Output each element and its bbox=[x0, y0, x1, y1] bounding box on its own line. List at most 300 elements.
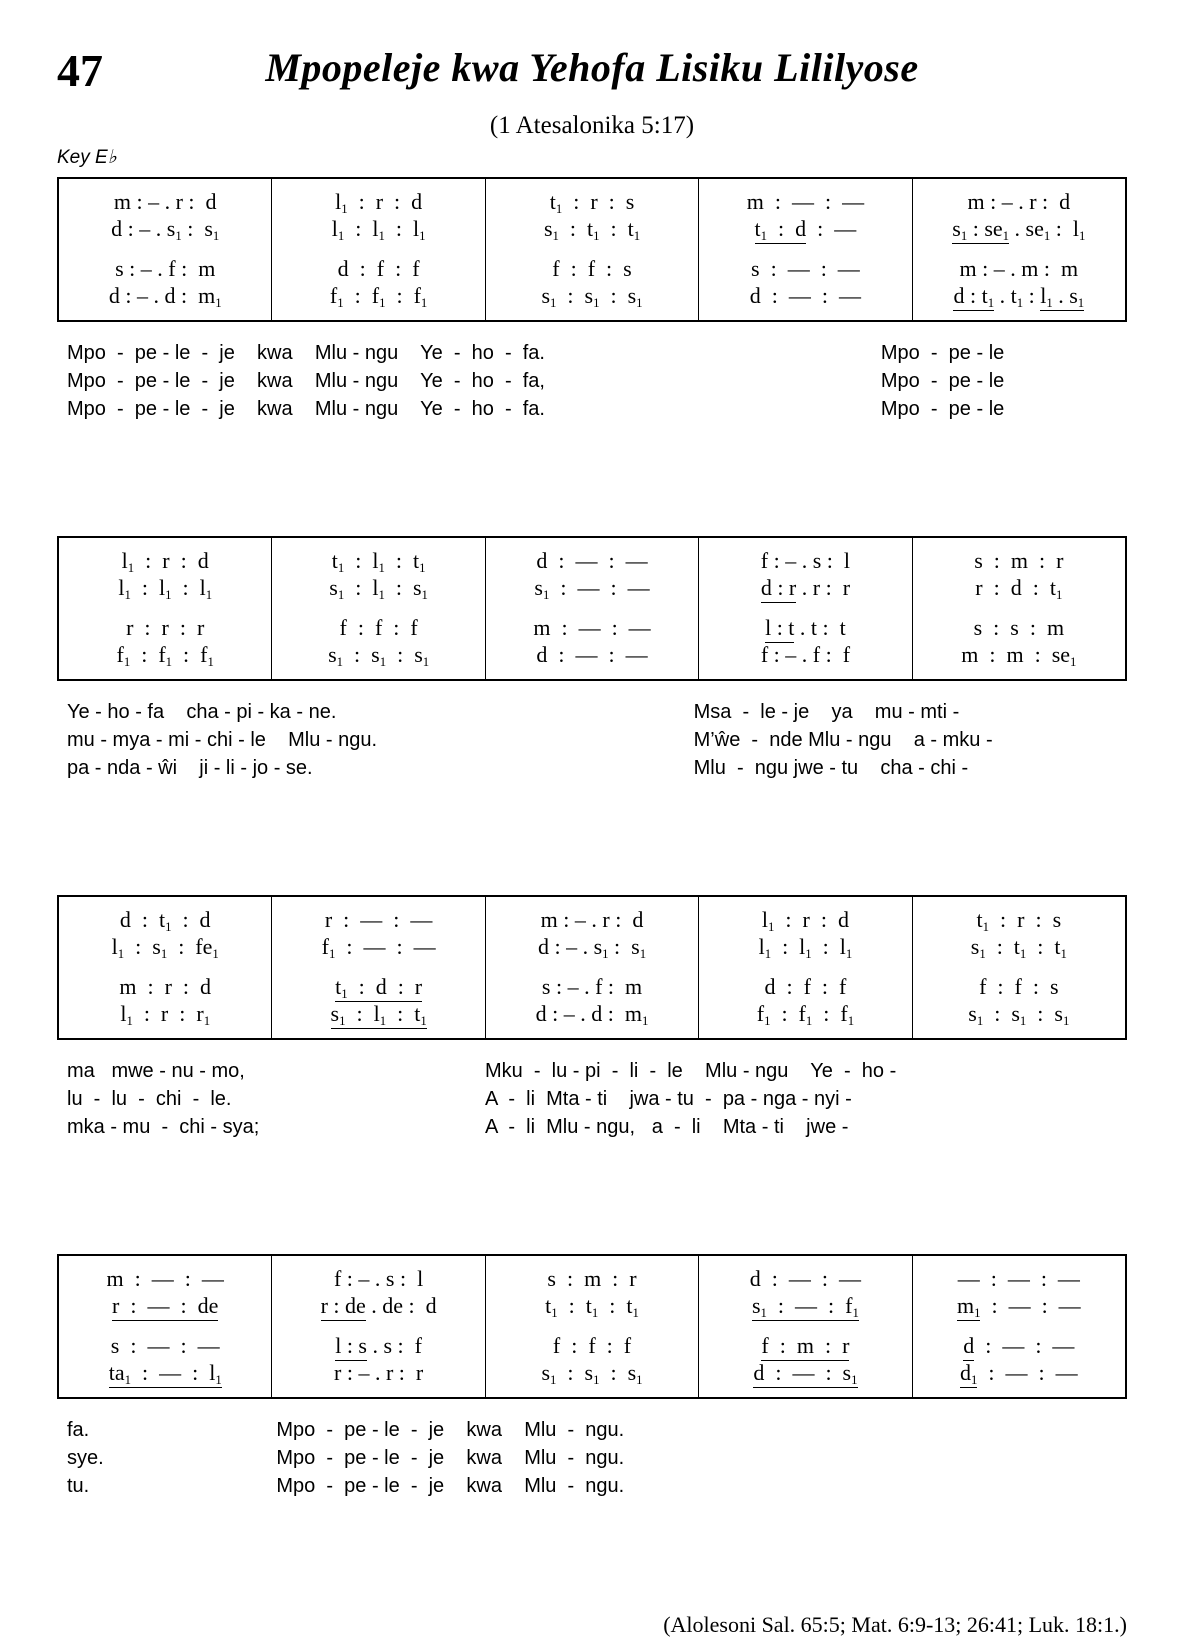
slur-underline-segment: $ta_1$ : — : $l_1$ bbox=[108, 1360, 222, 1388]
octave-subscript: 1 bbox=[1060, 947, 1067, 962]
notation-segment: $f_1$ : $f_1$ : $f_1$ bbox=[756, 1001, 855, 1029]
notation-segment: r : – . r : r bbox=[334, 1360, 424, 1385]
octave-subscript: 1 bbox=[593, 229, 600, 244]
voice-line-1 bbox=[550, 188, 635, 215]
octave-subscript: 1 bbox=[550, 1373, 557, 1388]
lyric-line-1 bbox=[57, 339, 1127, 367]
octave-subscript: 1 bbox=[165, 588, 172, 603]
lyric-right-phrase: M’ŵe - nde Mlu - ngu a - mku - bbox=[693, 729, 993, 751]
voice-line-1 bbox=[332, 547, 426, 574]
voice-line-3 bbox=[111, 1332, 220, 1359]
voice-line-4 bbox=[541, 282, 642, 309]
notation-segment: f : – . s : l bbox=[333, 1266, 424, 1291]
notation-segment: . de : d bbox=[365, 1293, 437, 1318]
voice-line-2 bbox=[534, 574, 649, 601]
notation-segment: — : — : — bbox=[957, 1266, 1080, 1291]
footer-reference: (Alolesoni Sal. 65:5; Mat. 6:9-13; 26:41; Luk. 18:1.) bbox=[663, 1612, 1127, 1637]
measure-3 bbox=[486, 897, 699, 1038]
voice-line-3 bbox=[126, 614, 204, 641]
lyric-right-phrase: Msa - le - je ya mu - mti - bbox=[693, 701, 960, 723]
slur-underline-segment: r : — : de bbox=[112, 1293, 218, 1321]
octave-subscript: 1 bbox=[1046, 296, 1053, 311]
notation-segment: m : – . r : d bbox=[540, 907, 644, 932]
octave-subscript: 1 bbox=[212, 947, 219, 962]
measure-5 bbox=[913, 538, 1125, 679]
notation-segment: d : $t_1$ : d bbox=[119, 907, 211, 935]
notation-table bbox=[57, 895, 1127, 1040]
voice-line-2 bbox=[332, 215, 426, 242]
octave-subscript: 1 bbox=[636, 1373, 643, 1388]
octave-subscript: 1 bbox=[419, 561, 426, 576]
voice-line-4 bbox=[109, 282, 222, 309]
notation-segment: m : – . m : m bbox=[959, 256, 1079, 281]
voice-line-4 bbox=[750, 282, 861, 309]
notation-segment: m : — : — bbox=[746, 189, 865, 214]
lyric-line-3 bbox=[57, 754, 1127, 782]
voice-line-3 bbox=[115, 255, 215, 282]
voice-line-4 bbox=[117, 641, 214, 668]
voice-line-2 bbox=[111, 215, 219, 242]
lyric-line-2 bbox=[57, 726, 1127, 754]
measure-2 bbox=[272, 538, 485, 679]
octave-subscript: 1 bbox=[971, 1373, 978, 1388]
notation-table bbox=[57, 536, 1127, 681]
slur-underline-segment: r : de bbox=[321, 1293, 366, 1321]
hymn-number: 47 bbox=[57, 45, 103, 96]
notation-segment: : — bbox=[806, 216, 857, 241]
voice-line-2 bbox=[957, 1292, 1081, 1319]
voice-line-1 bbox=[747, 188, 864, 215]
measure-5 bbox=[913, 1256, 1125, 1397]
notation-segment: s : — : — bbox=[751, 256, 860, 281]
voice-line-2 bbox=[759, 933, 853, 960]
slur-underline-segment: l : t bbox=[765, 615, 794, 643]
notation-segment: $s_1$ : — : — bbox=[534, 575, 650, 603]
octave-subscript: 1 bbox=[1062, 1014, 1070, 1029]
notation-segment: $l_1$ : r : d bbox=[121, 548, 209, 576]
octave-subscript: 1 bbox=[764, 947, 772, 962]
voice-line-2 bbox=[545, 1292, 639, 1319]
octave-subscript: 1 bbox=[341, 202, 348, 217]
measure-1 bbox=[59, 179, 272, 320]
voice-line-1 bbox=[334, 1265, 423, 1292]
lyrics-block bbox=[57, 698, 1127, 782]
voice-line-4 bbox=[109, 1359, 222, 1386]
notation-segment: $t_1$ : $t_1$ : $t_1$ bbox=[545, 1293, 639, 1321]
measure-4 bbox=[699, 1256, 912, 1397]
octave-subscript: 1 bbox=[165, 920, 172, 935]
notation-segment: d : — : — bbox=[536, 548, 648, 573]
octave-subscript: 1 bbox=[1070, 655, 1077, 670]
octave-subscript: 1 bbox=[1055, 588, 1063, 603]
notation-segment: $s_1$ : $s_1$ : $s_1$ bbox=[541, 1360, 643, 1388]
lyric-right-phrase: Mpo - pe - le bbox=[880, 342, 1005, 364]
notation-segment: m : — : — bbox=[106, 1266, 224, 1291]
slur-underline-segment: d : r bbox=[761, 575, 796, 603]
voice-line-2 bbox=[321, 1292, 437, 1319]
voice-line-2 bbox=[952, 215, 1085, 242]
notation-segment: $s_1$ : $t_1$ : $t_1$ bbox=[970, 934, 1067, 962]
lyrics-block bbox=[57, 1416, 1127, 1500]
octave-subscript: 1 bbox=[419, 229, 426, 244]
measure-5 bbox=[913, 897, 1125, 1038]
lyric-left-phrase: Mpo - pe - le - je kwa Mlu - ngu Ye - ho - fa. bbox=[67, 398, 545, 420]
voice-line-2 bbox=[322, 933, 436, 960]
slur-underline-segment: $s_1$ : — : $f_1$ bbox=[751, 1293, 859, 1321]
voice-line-3 bbox=[764, 973, 846, 1000]
octave-subscript: 1 bbox=[378, 229, 385, 244]
voice-line-3 bbox=[335, 1332, 422, 1359]
octave-subscript: 1 bbox=[550, 296, 557, 311]
notation-segment: m : – . r : d bbox=[967, 189, 1071, 214]
measure-2 bbox=[272, 179, 485, 320]
lyric-left-phrase: mka - mu - chi - sya; bbox=[67, 1116, 260, 1138]
octave-subscript: 1 bbox=[379, 296, 386, 311]
measure-2 bbox=[272, 897, 485, 1038]
voice-line-3 bbox=[960, 255, 1079, 282]
lyric-line-1 bbox=[57, 1057, 1127, 1085]
voice-line-3 bbox=[338, 255, 420, 282]
voice-line-2 bbox=[112, 933, 219, 960]
voice-line-1 bbox=[958, 1265, 1080, 1292]
measure-2 bbox=[272, 1256, 485, 1397]
notation-segment: r : r : r bbox=[126, 615, 205, 640]
system-4 bbox=[57, 1254, 1127, 1500]
octave-subscript: 1 bbox=[126, 1014, 133, 1029]
notation-segment: m : – . r : d bbox=[113, 189, 217, 214]
notation-segment: f : f : f bbox=[552, 1333, 632, 1358]
octave-subscript: 1 bbox=[1019, 1014, 1027, 1029]
voice-line-3 bbox=[335, 973, 422, 1000]
notation-segment: $t_1$ : r : s bbox=[976, 907, 1062, 935]
octave-subscript: 1 bbox=[851, 1373, 858, 1388]
notation-table bbox=[57, 177, 1127, 322]
lyric-left-phrase: Mpo - pe - le - je kwa Mlu - ngu Ye - ho - fa, bbox=[67, 370, 545, 392]
octave-subscript: 1 bbox=[976, 1014, 984, 1029]
voice-line-4 bbox=[960, 1359, 1078, 1386]
slur-underline-segment: $m_1$ bbox=[956, 1293, 981, 1321]
notation-segment: : — : — bbox=[977, 1360, 1078, 1385]
octave-subscript: 1 bbox=[633, 229, 641, 244]
octave-subscript: 1 bbox=[1016, 296, 1024, 311]
voice-line-3 bbox=[119, 973, 211, 1000]
slur-underline-segment: $t_1$ : d : r bbox=[335, 974, 423, 1002]
voice-line-1 bbox=[967, 188, 1070, 215]
voice-line-4 bbox=[753, 1359, 857, 1386]
octave-subscript: 1 bbox=[768, 920, 775, 935]
measure-4 bbox=[699, 179, 912, 320]
octave-subscript: 1 bbox=[760, 1306, 767, 1321]
lyric-line-3 bbox=[57, 1113, 1127, 1141]
octave-subscript: 1 bbox=[215, 1373, 222, 1388]
measure-1 bbox=[59, 1256, 272, 1397]
octave-subscript: 1 bbox=[339, 1014, 346, 1029]
voice-line-3 bbox=[552, 255, 631, 282]
key-signature: Key E♭ bbox=[57, 147, 117, 168]
notation-segment: f : – . s : l bbox=[760, 548, 851, 573]
lyric-right-phrase: Mpo - pe - le - je kwa Mlu - ngu. bbox=[276, 1475, 625, 1497]
measure-1 bbox=[59, 897, 272, 1038]
notation-segment: d : – . $s_1$ : $s_1$ bbox=[537, 934, 647, 962]
notation-segment: d : – . d : $m_1$ bbox=[535, 1001, 649, 1029]
voice-line-3 bbox=[553, 1332, 631, 1359]
octave-subscript: 1 bbox=[552, 229, 559, 244]
voice-line-4 bbox=[331, 1000, 427, 1027]
notation-segment: $s_1$ : $t_1$ : $t_1$ bbox=[543, 216, 641, 244]
voice-line-4 bbox=[330, 282, 427, 309]
voice-line-2 bbox=[761, 574, 850, 601]
lyric-line-1 bbox=[57, 1416, 1127, 1444]
voice-line-3 bbox=[963, 1332, 1074, 1359]
octave-subscript: 1 bbox=[764, 1014, 771, 1029]
octave-subscript: 1 bbox=[420, 1014, 427, 1029]
voice-line-1 bbox=[761, 547, 850, 574]
notation-segment: . $se_1$ : $l_1$ bbox=[1009, 216, 1086, 244]
octave-subscript: 1 bbox=[805, 1014, 813, 1029]
octave-subscript: 1 bbox=[805, 947, 812, 962]
slur-underline-segment: $l_1$ . $s_1$ bbox=[1040, 283, 1085, 311]
octave-subscript: 1 bbox=[987, 296, 995, 311]
octave-subscript: 1 bbox=[636, 296, 643, 311]
voice-line-1 bbox=[120, 906, 211, 933]
notation-segment: : — : — bbox=[974, 1333, 1075, 1358]
octave-subscript: 1 bbox=[422, 655, 430, 670]
lyrics-block bbox=[57, 1057, 1127, 1141]
notation-segment: d : — : — bbox=[749, 283, 862, 308]
octave-subscript: 1 bbox=[165, 655, 173, 670]
notation-segment: $l_1$ : r : d bbox=[761, 907, 849, 935]
octave-subscript: 1 bbox=[1077, 296, 1085, 311]
octave-subscript: 1 bbox=[420, 296, 428, 311]
notation-segment: $f_1$ : — : — bbox=[321, 934, 436, 962]
octave-subscript: 1 bbox=[215, 296, 222, 311]
slur-underline-segment: d : — : $s_1$ bbox=[753, 1360, 858, 1388]
notation-segment: . r : r bbox=[796, 575, 851, 600]
notation-segment: s : – . f : m bbox=[115, 256, 216, 281]
voice-line-2 bbox=[755, 215, 857, 242]
notation-segment: m : m : $se_1$ bbox=[961, 642, 1077, 670]
voice-line-1 bbox=[536, 547, 647, 574]
octave-subscript: 1 bbox=[979, 947, 986, 962]
lyric-left-phrase: pa - nda - ŵi ji - li - jo - se. bbox=[67, 757, 313, 779]
octave-subscript: 1 bbox=[337, 561, 345, 576]
notation-segment: d : — : — bbox=[536, 642, 648, 667]
slur-underline-segment: $s_1$ : $l_1$ : $t_1$ bbox=[330, 1001, 427, 1029]
octave-subscript: 1 bbox=[551, 1306, 558, 1321]
octave-subscript: 1 bbox=[117, 947, 125, 962]
lyric-right-phrase: A - li Mta - ti jwa - tu - pa - nga - nyi - bbox=[485, 1088, 852, 1110]
octave-subscript: 1 bbox=[175, 229, 182, 244]
notation-segment: $l_1$ : r : d bbox=[335, 189, 423, 217]
notation-segment: f : f : s bbox=[552, 256, 632, 281]
octave-subscript: 1 bbox=[123, 655, 131, 670]
voice-line-4 bbox=[961, 641, 1076, 668]
octave-subscript: 1 bbox=[1002, 229, 1010, 244]
slur-underline-segment: $s_1$ : $se_1$ bbox=[952, 216, 1010, 244]
octave-subscript: 1 bbox=[212, 229, 220, 244]
octave-subscript: 1 bbox=[337, 229, 345, 244]
measure-4 bbox=[699, 538, 912, 679]
octave-subscript: 1 bbox=[632, 1306, 639, 1321]
voice-line-3 bbox=[542, 973, 642, 1000]
octave-subscript: 1 bbox=[205, 588, 213, 603]
notation-segment: $s_1$ : $s_1$ : $s_1$ bbox=[968, 1001, 1070, 1029]
notation-segment: $f_1$ : $f_1$ : $f_1$ bbox=[116, 642, 214, 670]
octave-subscript: 1 bbox=[337, 296, 344, 311]
notation-segment: m : — : — bbox=[533, 615, 651, 640]
voice-line-1 bbox=[547, 1265, 636, 1292]
voice-line-2 bbox=[971, 933, 1067, 960]
voice-line-4 bbox=[120, 1000, 210, 1027]
lyric-right-phrase: Mku - lu - pi - li - le Mlu - ngu Ye - ho - bbox=[485, 1060, 897, 1082]
voice-line-2 bbox=[752, 1292, 859, 1319]
voice-line-1 bbox=[974, 547, 1063, 574]
lyric-right-phrase: A - li Mlu - ngu, a - li Mta - ti jwe - bbox=[485, 1116, 849, 1138]
notation-segment: $s_1$ : $s_1$ : $s_1$ bbox=[541, 283, 643, 311]
notation-segment: $l_1$ : $l_1$ : $l_1$ bbox=[118, 575, 213, 603]
octave-subscript: 1 bbox=[591, 1306, 599, 1321]
notation-segment: f : – . f : f bbox=[760, 642, 851, 667]
voice-line-2 bbox=[329, 574, 428, 601]
voice-line-1 bbox=[750, 1265, 861, 1292]
voice-line-1 bbox=[762, 906, 849, 933]
octave-subscript: 1 bbox=[602, 947, 609, 962]
lyric-left-phrase: fa. bbox=[67, 1419, 90, 1441]
system-3 bbox=[57, 895, 1127, 1141]
lyric-left-phrase: Mpo - pe - le - je kwa Mlu - ngu Ye - ho - fa. bbox=[67, 342, 545, 364]
notation-segment: s : – . f : m bbox=[541, 974, 643, 999]
system-2 bbox=[57, 536, 1127, 782]
lyric-left-phrase: Ye - ho - fa cha - pi - ka - ne. bbox=[67, 701, 337, 723]
notation-segment: d : – . d : $m_1$ bbox=[108, 283, 222, 311]
header bbox=[57, 44, 1127, 108]
notation-segment: f : f : s bbox=[979, 974, 1059, 999]
octave-subscript: 1 bbox=[378, 561, 385, 576]
lyric-line-2 bbox=[57, 1085, 1127, 1113]
voice-line-2 bbox=[118, 574, 212, 601]
lyric-line-3 bbox=[57, 395, 1127, 423]
octave-subscript: 1 bbox=[328, 947, 336, 962]
voice-line-3 bbox=[761, 1332, 849, 1359]
notation-table bbox=[57, 1254, 1127, 1399]
octave-subscript: 1 bbox=[847, 1014, 855, 1029]
notation-segment: m : r : d bbox=[119, 974, 212, 999]
notation-segment: d : f : f bbox=[764, 974, 847, 999]
notation-segment: . s : f bbox=[367, 1333, 422, 1358]
octave-subscript: 1 bbox=[378, 588, 385, 603]
notation-segment: $s_1$ : $l_1$ : $s_1$ bbox=[329, 575, 428, 603]
notation-segment: $l_1$ : $l_1$ : $l_1$ bbox=[758, 934, 853, 962]
notation-segment: s : — : — bbox=[110, 1333, 220, 1358]
voice-line-4 bbox=[536, 641, 647, 668]
slur-underline-segment: l : s bbox=[335, 1333, 367, 1361]
slur-underline-segment: f : m : r bbox=[761, 1333, 849, 1361]
octave-subscript: 1 bbox=[542, 588, 550, 603]
lyric-left-phrase: tu. bbox=[67, 1475, 90, 1497]
slur-underline-segment: d : $t_1$ bbox=[953, 283, 995, 311]
octave-subscript: 1 bbox=[639, 947, 647, 962]
octave-subscript: 1 bbox=[124, 1373, 131, 1388]
octave-subscript: 1 bbox=[203, 1014, 211, 1029]
measure-1 bbox=[59, 538, 272, 679]
voice-line-2 bbox=[538, 933, 646, 960]
measure-5 bbox=[913, 179, 1125, 320]
slur-underline-segment: d bbox=[963, 1333, 974, 1361]
voice-line-1 bbox=[122, 547, 209, 574]
voice-line-4 bbox=[334, 1359, 423, 1386]
lyric-line-1 bbox=[57, 698, 1127, 726]
voice-line-4 bbox=[761, 641, 850, 668]
measure-3 bbox=[486, 538, 699, 679]
voice-line-4 bbox=[757, 1000, 854, 1027]
voice-line-3 bbox=[974, 614, 1064, 641]
lyric-right-phrase: Mpo - pe - le bbox=[880, 398, 1005, 420]
voice-line-2 bbox=[112, 1292, 218, 1319]
voice-line-1 bbox=[335, 188, 422, 215]
lyric-right-phrase: Mlu - ngu jwe - tu cha - chi - bbox=[693, 757, 969, 779]
system-1 bbox=[57, 177, 1127, 423]
octave-subscript: 1 bbox=[593, 1373, 600, 1388]
octave-subscript: 1 bbox=[160, 947, 168, 962]
notation-segment: . $t_1$ : bbox=[994, 283, 1041, 311]
voice-line-4 bbox=[968, 1000, 1069, 1027]
slur-underline-segment: $t_1$ : d bbox=[754, 216, 807, 244]
lyric-line-3 bbox=[57, 1472, 1127, 1500]
notation-segment: d : f : f bbox=[337, 256, 420, 281]
notation-segment: s : m : r bbox=[547, 1266, 637, 1291]
voice-line-3 bbox=[765, 614, 846, 641]
notation-segment: d : – . $s_1$ : $s_1$ bbox=[111, 216, 220, 244]
voice-line-2 bbox=[544, 215, 640, 242]
voice-line-4 bbox=[536, 1000, 649, 1027]
octave-subscript: 1 bbox=[1078, 229, 1086, 244]
voice-line-3 bbox=[979, 973, 1058, 1000]
voice-line-4 bbox=[328, 641, 429, 668]
voice-line-2 bbox=[975, 574, 1062, 601]
voice-line-3 bbox=[533, 614, 650, 641]
voice-line-3 bbox=[340, 614, 418, 641]
notation-segment: $l_1$ : $l_1$ : $l_1$ bbox=[331, 216, 426, 244]
octave-subscript: 1 bbox=[593, 296, 600, 311]
octave-subscript: 1 bbox=[421, 588, 428, 603]
notation-segment: f : f : f bbox=[339, 615, 418, 640]
measure-3 bbox=[486, 179, 699, 320]
octave-subscript: 1 bbox=[982, 920, 990, 935]
lyric-left-phrase: sye. bbox=[67, 1447, 104, 1469]
voice-line-1 bbox=[541, 906, 644, 933]
voice-line-3 bbox=[751, 255, 860, 282]
lyric-left-phrase: ma mwe - nu - mo, bbox=[67, 1060, 245, 1082]
notation-segment: s : s : m bbox=[973, 615, 1065, 640]
lyric-left-phrase: mu - mya - mi - chi - le Mlu - ngu. bbox=[67, 729, 378, 751]
notation-segment: . t : t bbox=[794, 615, 846, 640]
octave-subscript: 1 bbox=[379, 655, 387, 670]
lyric-right-phrase: Mpo - pe - le - je kwa Mlu - ngu. bbox=[276, 1419, 625, 1441]
octave-subscript: 1 bbox=[207, 655, 214, 670]
octave-subscript: 1 bbox=[555, 202, 563, 217]
notation-segment: s : m : r bbox=[974, 548, 1064, 573]
voice-line-1 bbox=[107, 1265, 224, 1292]
octave-subscript: 1 bbox=[642, 1014, 649, 1029]
octave-subscript: 1 bbox=[845, 947, 853, 962]
lyric-left-phrase: lu - lu - chi - le. bbox=[67, 1088, 232, 1110]
octave-subscript: 1 bbox=[336, 655, 344, 670]
octave-subscript: 1 bbox=[337, 588, 345, 603]
voice-line-1 bbox=[977, 906, 1062, 933]
score-systems bbox=[57, 177, 1127, 1500]
lyric-right-phrase: Mpo - pe - le bbox=[880, 370, 1005, 392]
notation-segment: d : — : — bbox=[749, 1266, 862, 1291]
